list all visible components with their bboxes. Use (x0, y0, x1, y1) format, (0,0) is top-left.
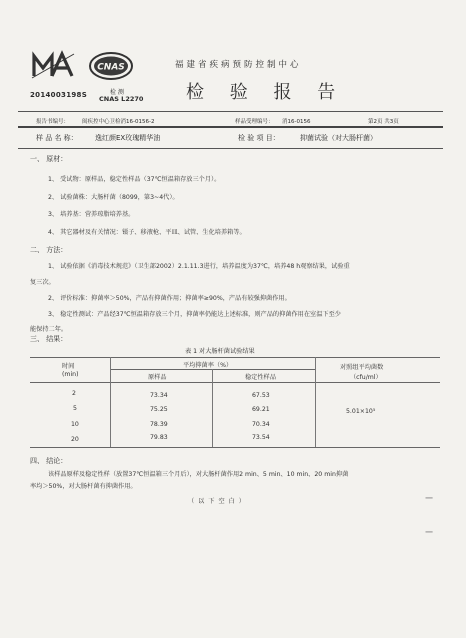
col-time-header: 时间 (62, 363, 75, 370)
table-col-divider-3 (315, 357, 316, 447)
row-time: 5 (73, 405, 77, 412)
row-original: 78.39 (150, 421, 168, 428)
table-header-rule (30, 382, 440, 383)
conclusion-line-2: 率均＞50%，对大肠杆菌有抑菌作用。 (30, 483, 137, 490)
row-stable: 67.53 (252, 392, 270, 399)
cnas-label: 检 测 (110, 89, 124, 96)
col-avg-rate-header: 平均抑菌率（%） (183, 362, 233, 369)
section-1-title: 一、 原材： (30, 155, 68, 163)
info-bottom-divider (18, 148, 443, 149)
info-top-divider (18, 126, 443, 128)
svg-text:CNAS: CNAS (97, 62, 125, 73)
row-time: 2 (72, 390, 76, 397)
control-count: 5.01×10⁵ (346, 408, 376, 415)
organization-name: 福建省疾病预防控制中心 (175, 60, 302, 70)
page-info: 第2页 共3页 (368, 119, 399, 125)
col-original-header: 原样品 (148, 374, 167, 381)
col-control-unit: （cfu/ml） (350, 374, 382, 381)
report-number-label: 报告书编号： (36, 119, 70, 125)
section-2-item-1a: 1、 试验依据《消毒技术规范》（卫生部2002）2.1.11.3进行，培养温度为37℃，培养48 h观察结果，试验重 (48, 263, 350, 270)
table-top-rule (30, 357, 440, 358)
cnas-logo-icon (88, 50, 134, 82)
margin-stamp-mark: ┃ (425, 530, 432, 534)
section-2-item-2: 2、 评价标准：抑菌率＞50%，产品有抑菌作用；抑菌率≥90%，产品有较强抑菌作用。 (48, 295, 291, 302)
sample-name-label: 样 品 名 称： (36, 134, 78, 142)
table-col-divider-1 (110, 357, 111, 447)
test-item-label: 检 验 项 目： (238, 134, 280, 142)
row-original: 73.34 (150, 392, 168, 399)
cert-number: 2014003198S (30, 91, 88, 99)
test-item-value: 抑菌试验（对大肠杆菌） (300, 134, 377, 142)
col-time-unit: (min) (62, 371, 79, 378)
table-bottom-rule (30, 447, 440, 448)
blank-below-note: （ 以 下 空 白 ） (188, 498, 246, 505)
row-time: 20 (71, 436, 79, 443)
col-control-header: 对照组平均菌数 (340, 364, 384, 371)
report-title: 检 验 报 告 (186, 82, 346, 103)
section-4-title: 四、 结论： (30, 457, 68, 465)
section-3-title: 三、 结果： (30, 335, 68, 343)
row-time: 10 (71, 421, 79, 428)
col-stable-header: 稳定性样品 (245, 374, 276, 381)
section-1-item-4: 4、 其它器材及有关情况：镊子、移液枪、平皿、试管、生化培养箱等。 (48, 229, 246, 236)
margin-stamp-mark: ┃ (425, 496, 432, 500)
table-col-divider-2 (212, 369, 213, 447)
cnas-accreditation-number: CNAS L2270 (99, 95, 144, 103)
section-2-item-1b: 复三次。 (30, 279, 55, 286)
section-2-title: 二、 方法： (30, 246, 68, 254)
row-stable: 70.34 (252, 421, 270, 428)
row-stable: 73.54 (252, 434, 270, 441)
row-original: 79.83 (150, 434, 168, 441)
row-original: 75.25 (150, 406, 168, 413)
section-2-item-3a: 3、 稳定性测试：产品经37℃恒温箱存放三个月，抑菌率仍能达上述标准，则产品的抑菌作用在室温下至少 (48, 311, 341, 318)
section-1-item-1: 1、 受试物：原样品，稳定性样品（37℃恒温箱存放三个月）。 (48, 176, 221, 183)
section-1-item-2: 2、 试验菌株：大肠杆菌（8099，第3~4代）。 (48, 194, 179, 201)
sample-accept-label: 样品受理编号： (235, 119, 274, 125)
header-divider (18, 111, 443, 112)
section-2-item-3b: 能保持二年。 (30, 326, 68, 333)
table-title: 表 1 对大肠杆菌试验结果 (185, 348, 255, 355)
section-1-item-3: 3、 培养基：营养琼脂培养基。 (48, 211, 135, 218)
cma-logo-icon (30, 50, 76, 80)
sample-name-value: 逸红颜EX玫瑰精华油 (95, 134, 161, 142)
row-stable: 69.21 (252, 406, 270, 413)
report-number-value: 闽疾控中心卫检消16-0156-2 (82, 119, 155, 125)
sample-accept-value: 消16-0156 (282, 119, 311, 125)
conclusion-line-1: 该样品原样及稳定性样（放置37℃恒温箱三个月后），对大肠杆菌作用2 min、5 min、10 min、20 min抑菌 (48, 471, 349, 478)
